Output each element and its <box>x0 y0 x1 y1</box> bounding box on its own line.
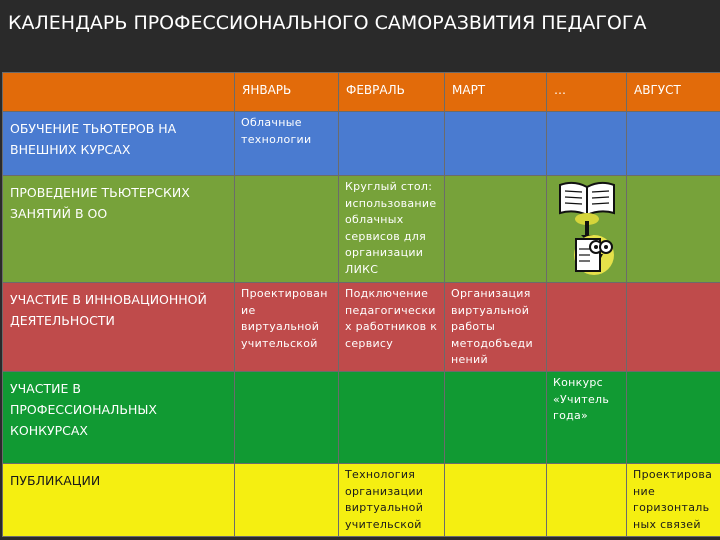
book-owl-clipart <box>556 177 620 277</box>
table-row <box>3 283 720 372</box>
table-row <box>3 372 720 464</box>
table-cell: Проектирован ие виртуальной учительской <box>235 283 339 372</box>
table-cell: Облачные технологии <box>235 112 339 176</box>
row-label: ОБУЧЕНИЕ ТЬЮТЕРОВ НА ВНЕШНИХ КУРСАХ <box>3 112 235 176</box>
header-cell-february: ФЕВРАЛЬ <box>339 73 445 112</box>
table-cell <box>235 176 339 283</box>
table-cell <box>445 372 547 464</box>
owl-reader-icon <box>574 235 614 275</box>
book-icon <box>560 183 614 225</box>
table-cell <box>339 372 445 464</box>
table-cell <box>627 176 720 283</box>
table-cell <box>627 372 720 464</box>
table-cell: Подключение педагогических работников к сервису <box>339 283 445 372</box>
header-cell-ellipsis: … <box>547 73 627 112</box>
header-cell-march: МАРТ <box>445 73 547 112</box>
row-label: ПУБЛИКАЦИИ <box>3 464 235 537</box>
table-row <box>3 112 720 176</box>
table-cell <box>547 112 627 176</box>
table-cell <box>445 464 547 537</box>
table-cell <box>627 283 720 372</box>
table-cell <box>445 176 547 283</box>
table-row <box>3 464 720 537</box>
table-cell: Организация виртуальной работы методобъеди нений <box>445 283 547 372</box>
table-cell: Круглый стол: использование облачных сервисов для организации ЛИКС <box>339 176 445 283</box>
row-label: УЧАСТИЕ В ИННОВАЦИОННОЙ ДЕЯТЕЛЬНОСТИ <box>3 283 235 372</box>
header-cell <box>3 73 235 112</box>
row-label: ПРОВЕДЕНИЕ ТЬЮТЕРСКИХ ЗАНЯТИЙ В ОО <box>3 176 235 283</box>
table-cell: Технология организации виртуальной учительской <box>339 464 445 537</box>
row-label: УЧАСТИЕ В ПРОФЕССИОНАЛЬНЫХ КОНКУРСАХ <box>3 372 235 464</box>
table-cell: Конкурс «Учитель года» <box>547 372 627 464</box>
table-cell <box>445 112 547 176</box>
page-title: КАЛЕНДАРЬ ПРОФЕССИОНАЛЬНОГО САМОРАЗВИТИЯ ПЕДАГОГА <box>8 12 647 34</box>
table-cell <box>235 372 339 464</box>
table-cell <box>547 464 627 537</box>
table-cell: Проектирова ние горизонталь ных связей <box>627 464 720 537</box>
table-cell <box>547 283 627 372</box>
header-row <box>3 73 720 112</box>
table-cell <box>339 112 445 176</box>
calendar-table <box>2 72 720 537</box>
table-cell <box>235 464 339 537</box>
header-cell-january: ЯНВАРЬ <box>235 73 339 112</box>
header-cell-august: АВГУСТ <box>627 73 720 112</box>
table-cell <box>627 112 720 176</box>
